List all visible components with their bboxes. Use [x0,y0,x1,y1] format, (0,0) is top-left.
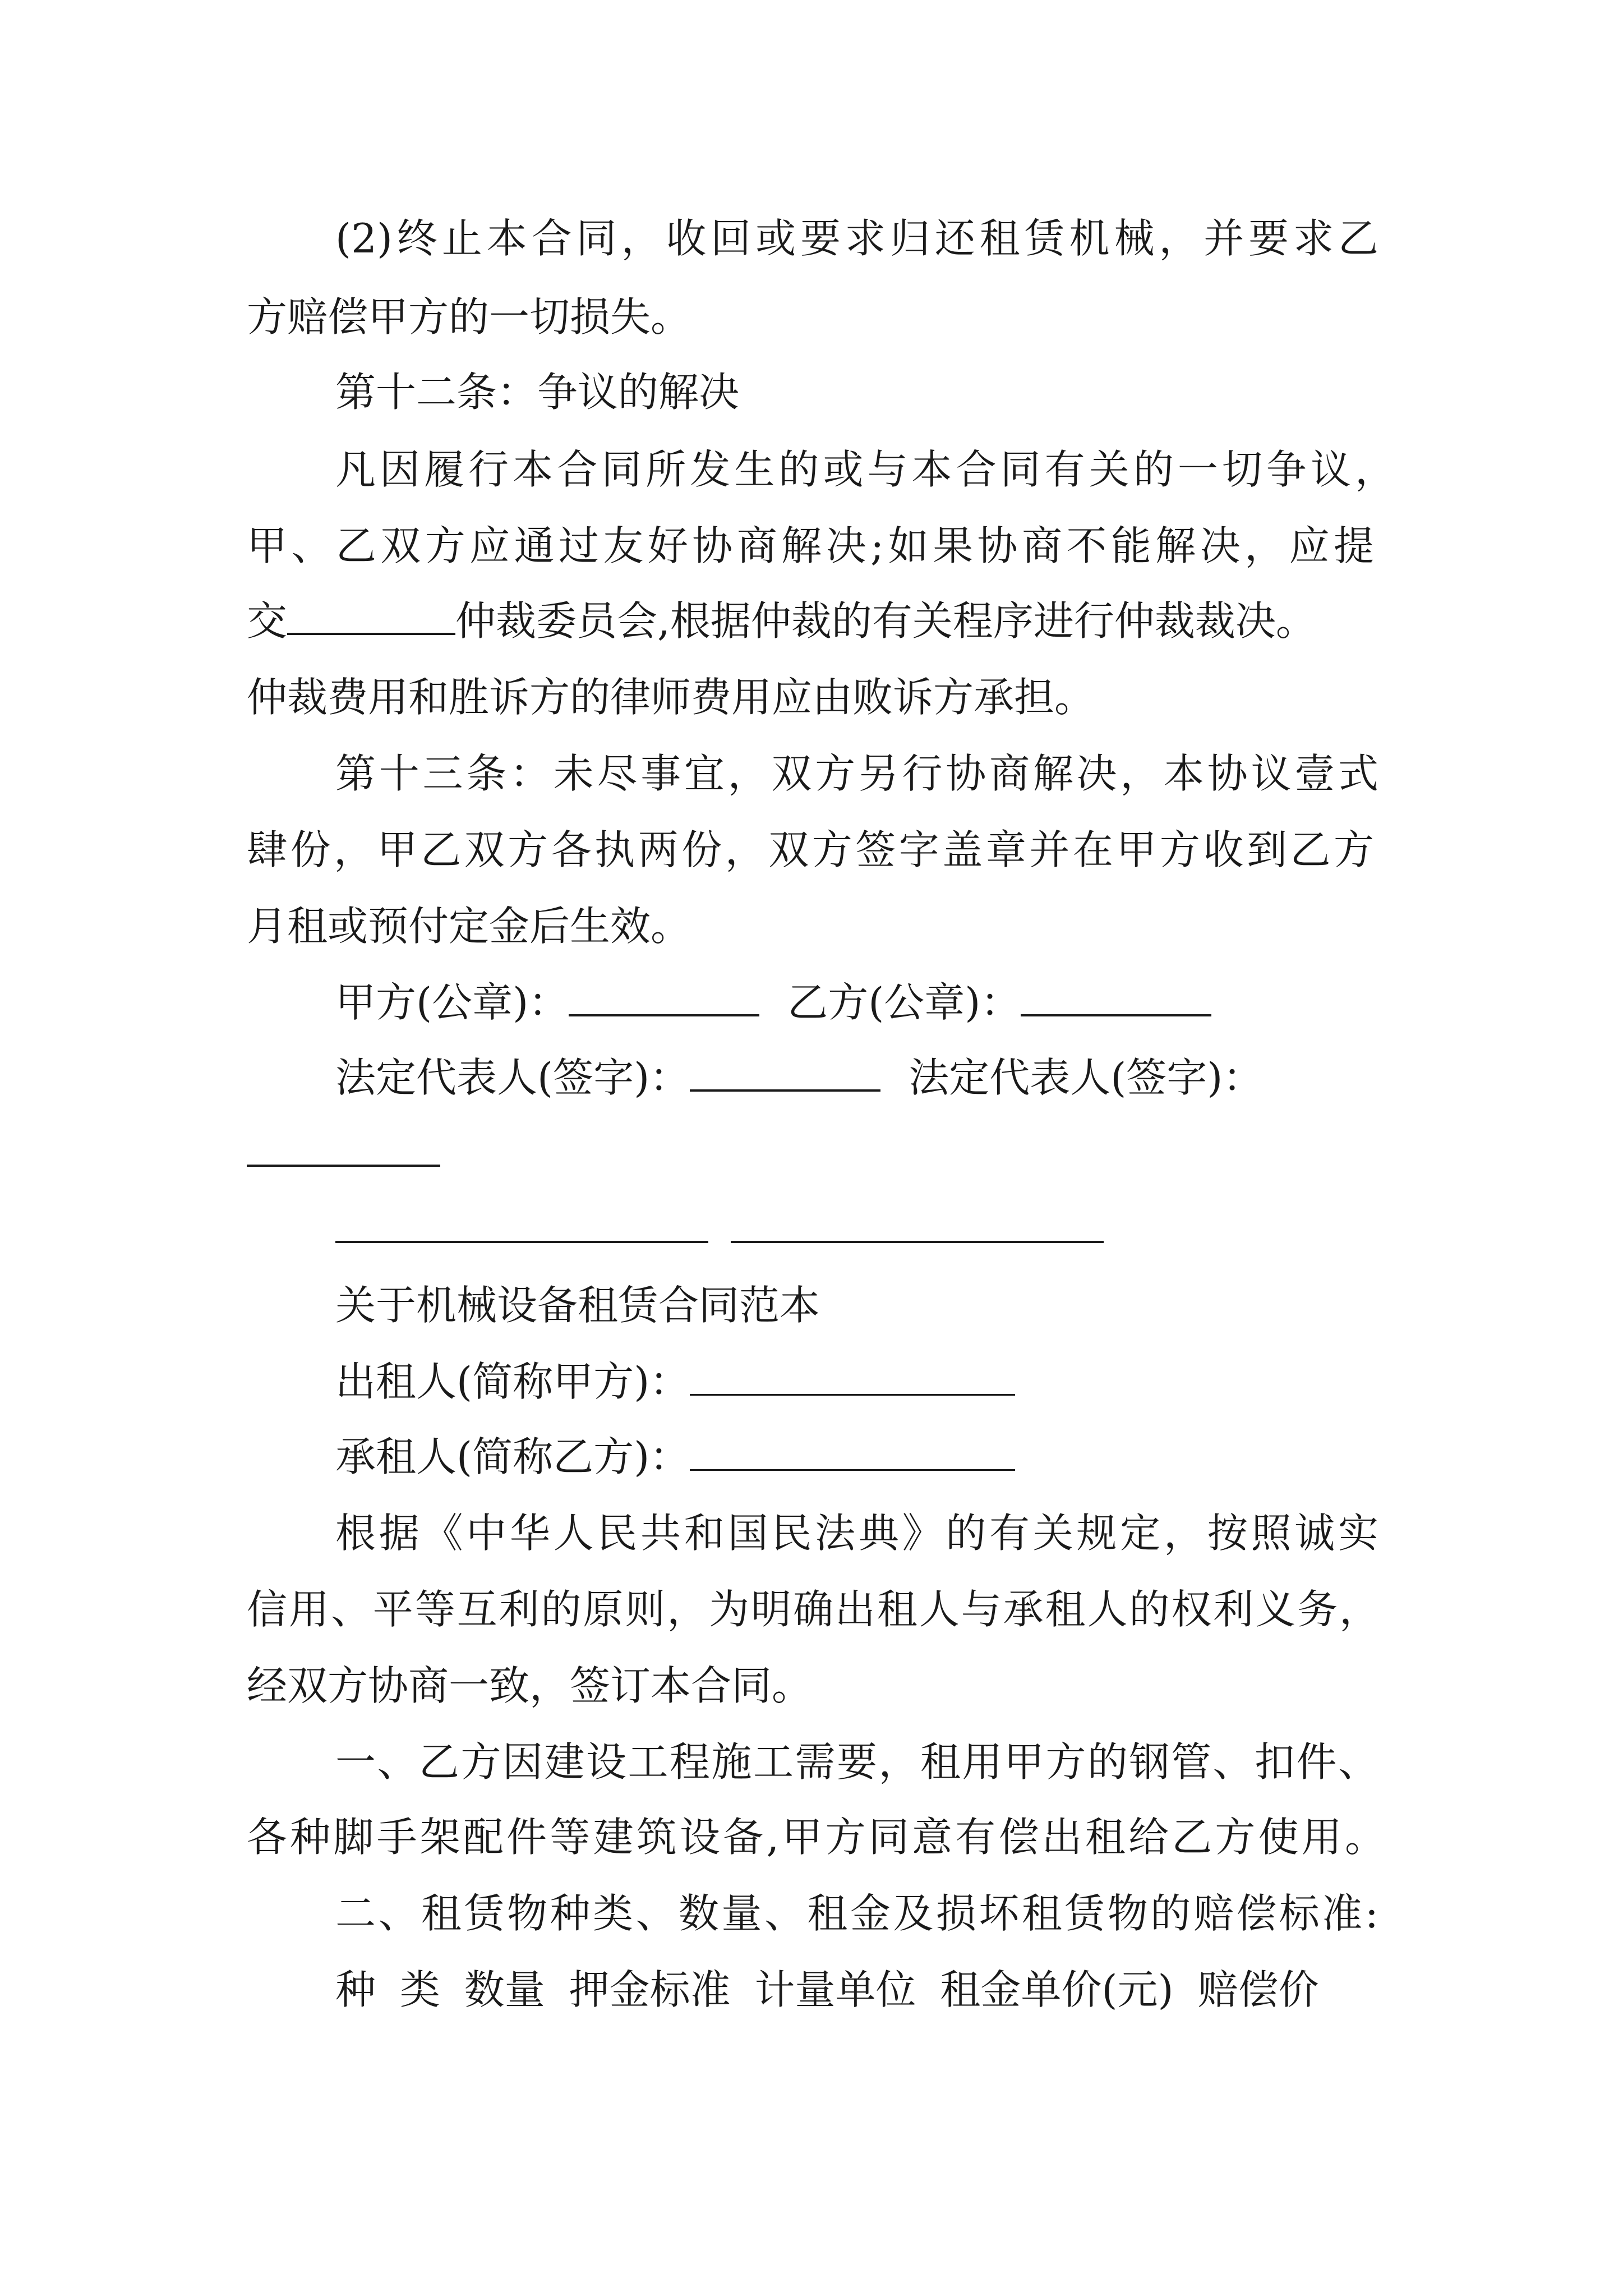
fill-in-blank [287,601,455,635]
party-a-seal-blank [569,983,759,1016]
party-a-representative-label: 法定代表人(签字)： [335,1054,690,1101]
date-month-blank [529,1209,619,1243]
clause-heading-12: 第十二条：争议的解决 [335,369,740,416]
paragraph-line: 各种脚手架配件等建筑设备,甲方同意有偿出租给乙方使用。 [247,1814,1385,1861]
date-year-blank [335,1209,529,1243]
date-day-blank-2 [1014,1209,1104,1243]
paragraph-line: 甲、乙双方应通过友好协商解决;如果协商不能解决，应提 [247,522,1374,569]
lessor-line [335,1356,1015,1407]
signature-line-party [335,977,1211,1028]
date-year-blank-2 [731,1209,924,1243]
party-b-seal-label: 乙方(公章)： [787,979,1021,1026]
date-month-blank-2 [924,1209,1014,1243]
paragraph-line: 信用、平等互利的原则，为明确出租人与承租人的权利义务， [247,1586,1380,1633]
paragraph-line-with-blank [247,596,1316,646]
paragraph-line: 二、租赁物种类、数量、租金及损坏租赁物的赔偿标准: [335,1890,1378,1937]
party-b-seal-blank [1021,983,1211,1016]
lessee-blank [690,1438,1015,1471]
date-day-blank [619,1209,708,1243]
paragraph-line: 仲裁费用和胜诉方的律师费用应由败诉方承担。 [247,674,1095,721]
paragraph-line: 经双方协商一致，签订本合同。 [247,1662,813,1709]
paragraph-line: 一、乙方因建设工程施工需要，租用甲方的钢管、扣件、 [335,1738,1378,1786]
paragraph-line: 月租或预付定金后生效。 [247,903,691,950]
lessee-line [335,1432,1015,1482]
clause-13-line: 第十三条：未尽事宜，双方另行协商解决，本协议壹式 [335,750,1378,797]
paragraph-line: 肆份，甲乙双方各执两份，双方签字盖章并在甲方收到乙方 [247,826,1374,873]
party-b-representative-blank [247,1133,440,1167]
text-fragment: 交 [247,597,288,645]
party-a-seal-label: 甲方(公章)： [335,979,569,1026]
date-line [335,1204,1104,1254]
table-header-line: 种 类 数量 押金标准 计量单位 租金单价(元) 赔偿价 [335,1966,1319,2013]
paragraph-line: 方赔偿甲方的一切损失。 [247,293,691,341]
party-a-representative-blank [690,1058,880,1092]
party-b-representative-label: 法定代表人(签字)： [909,1054,1264,1101]
paragraph-line: 凡因履行本合同所发生的或与本合同有关的一切争议， [335,446,1395,493]
lessor-blank [690,1363,1015,1396]
section-title: 关于机械设备租赁合同范本 [335,1282,820,1329]
representative-blank-continued [247,1128,440,1178]
lessee-label: 承租人(简称乙方)： [335,1433,690,1480]
paragraph-line: (2)终止本合同，收回或要求归还租赁机械，并要求乙 [335,215,1378,262]
signature-line-representative [335,1052,1263,1103]
lessor-label: 出租人(简称甲方)： [335,1358,690,1405]
paragraph-line: 根据《中华人民共和国民法典》的有关规定，按照诚实 [335,1510,1378,1557]
text-fragment: 仲裁委员会,根据仲裁的有关程序进行仲裁裁决。 [455,597,1316,645]
